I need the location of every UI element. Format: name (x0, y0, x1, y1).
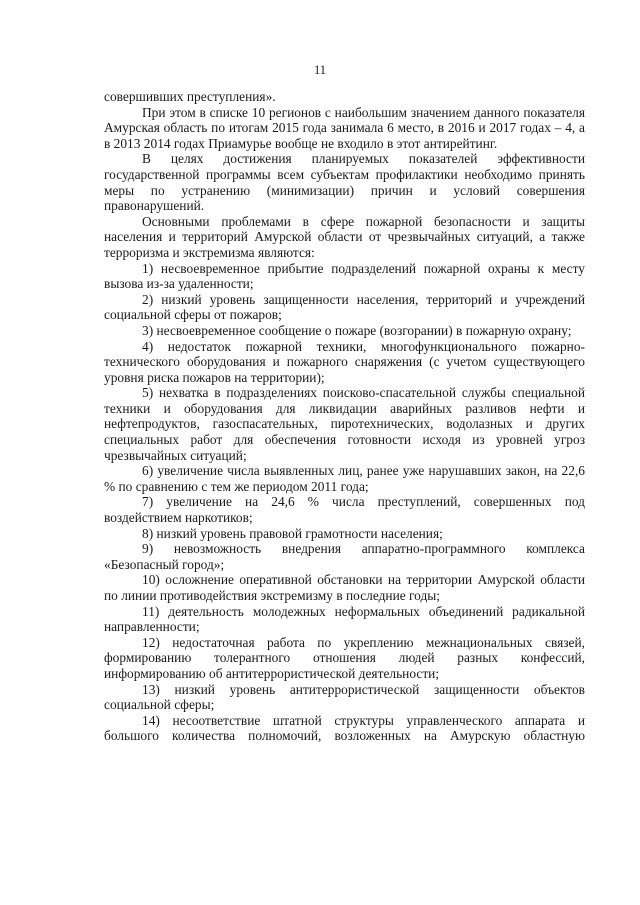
list-item-4: 4) недостаток пожарной техники, многофункционального пожарно-технического оборудования и пожарного снаряжения (с учетом существующего уровня риска пожаров на территории); (104, 338, 585, 385)
list-item-9: 9) невозможность внедрения аппаратно-программного комплекса «Безопасный город»; (104, 541, 585, 572)
list-item-14: 14) несоответствие штатной структуры управленческого аппарата и большого количества полномочий, возложенных на Амурскую областную (104, 712, 585, 744)
list-item-7: 7) увеличение на 24,6 % числа преступлений, совершенных под воздействием наркотиков; (104, 494, 585, 526)
list-item-1: 1) несвоевременное прибытие подразделений пожарной охраны к месту вызова из-за удаленности; (104, 260, 585, 292)
list-item-11: 11) деятельность молодежных неформальных объединений радикальной направленности; (104, 603, 585, 635)
paragraph-regions-ranking: При этом в списке 10 регионов с наибольшим значением данного показателя Амурская область по итогам 2015 года занимала 6 место, в 2016 и 2017 годах – 4, а в 2013 2014 годах Приамурье вообще не входило в этот антирейтинг. (104, 104, 585, 151)
list-item-5: 5) нехватка в подразделениях поисково-спасательной службы специальной техники и оборудования для ликвидации аварийных разливов нефти и нефтепродуктов, газоспасательных, пиротехнических, водолазных и других специальных работ для обеспечения готовности исходя из уровней угроз чрезвычайных ситуаций; (104, 385, 585, 463)
list-item-13: 13) низкий уровень антитеррористической защищенности объектов социальной сферы; (104, 681, 585, 713)
list-item-8: 8) низкий уровень правовой грамотности населения; (142, 525, 443, 541)
list-item-10: 10) осложнение оперативной обстановки на территории Амурской области по линии противодействия экстремизму в последние годы; (104, 572, 585, 603)
document-body (104, 89, 585, 744)
list-item-3: 3) несвоевременное сообщение о пожаре (возгорании) в пожарную охрану; (142, 322, 572, 338)
list-item-12: 12) недостаточная работа по укреплению межнациональных связей, формированию толерантного отношения людей разных конфессий, информированию об антитеррористической деятельности; (104, 634, 585, 681)
paragraph-continuation: совершивших преступления». (104, 89, 276, 104)
list-item-2: 2) низкий уровень защищенности населения, территорий и учреждений социальной сферы от пожаров; (104, 291, 585, 323)
page-number: 11 (313, 63, 327, 77)
list-item-6: 6) увеличение числа выявленных лиц, ранее уже нарушавших закон, на 22,6 % по сравнению с тем же периодом 2011 года; (104, 463, 585, 494)
paragraph-program-goals: В целях достижения планируемых показателей эффективности государственной программы всем субъектам профилактики необходимо принять меры по устранению (минимизации) причин и условий совершения правонарушений. (104, 151, 585, 214)
paragraph-main-problems-intro: Основными проблемами в сфере пожарной безопасности и защиты населения и территорий Амурской области от чрезвычайных ситуаций, а также терроризма и экстремизма являются: (104, 213, 585, 260)
